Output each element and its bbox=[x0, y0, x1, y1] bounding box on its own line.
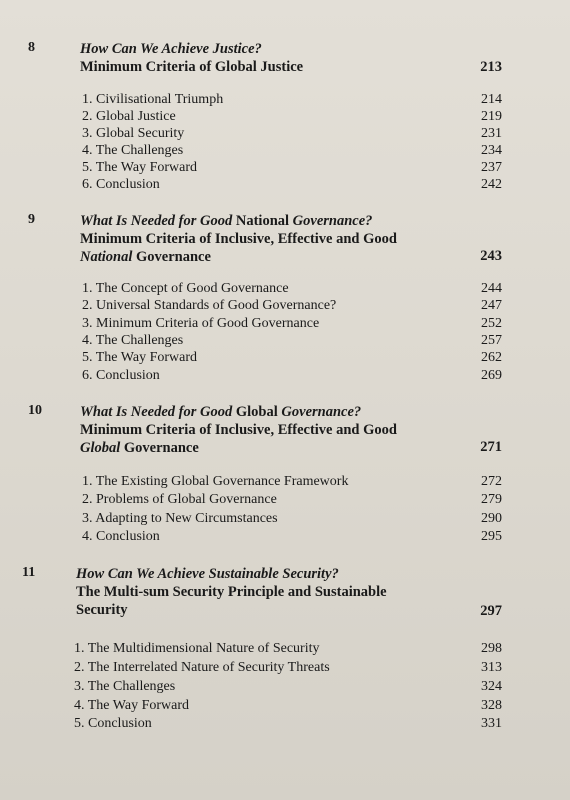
toc-entry[interactable] bbox=[74, 640, 502, 658]
toc-entry-title: 2. The Interrelated Nature of Security Threats bbox=[74, 660, 330, 675]
toc-entry-title: 2. Global Justice bbox=[82, 109, 176, 124]
toc-entry[interactable] bbox=[82, 297, 502, 315]
toc-entry-title: 4. Conclusion bbox=[82, 529, 160, 544]
chapter-heading bbox=[80, 403, 460, 457]
toc-entry-title: 1. The Concept of Good Governance bbox=[82, 281, 289, 296]
chapter-question: How Can We Achieve Justice? bbox=[80, 41, 262, 57]
toc-entry[interactable] bbox=[82, 176, 502, 194]
chapter-heading bbox=[80, 212, 460, 266]
chapter-subtitle: Minimum Criteria of Inclusive, Effective and Good bbox=[80, 422, 397, 438]
toc-entry[interactable] bbox=[82, 142, 502, 160]
toc-entry-title: 4. The Challenges bbox=[82, 333, 184, 348]
chapter-subtitle: The Multi-sum Security Principle and Sustainable bbox=[76, 584, 387, 600]
toc-entry[interactable] bbox=[82, 332, 502, 350]
chapter-number: 11 bbox=[22, 565, 36, 580]
toc-entry-page: 269 bbox=[481, 368, 502, 383]
toc-entry[interactable] bbox=[74, 697, 502, 715]
chapter-heading bbox=[76, 565, 456, 619]
toc-entry-page: 244 bbox=[481, 281, 502, 296]
toc-entry-page: 234 bbox=[481, 143, 502, 158]
toc-entry-title: 6. Conclusion bbox=[82, 368, 160, 383]
chapter-page: 243 bbox=[480, 248, 502, 264]
chapter-heading bbox=[80, 40, 460, 76]
toc-entry-page: 252 bbox=[481, 316, 502, 331]
toc-entry-page: 331 bbox=[481, 716, 502, 731]
toc-entry-title: 6. Conclusion bbox=[82, 177, 160, 192]
toc-entry-page: 290 bbox=[481, 511, 502, 526]
toc-entry-title: 4. The Challenges bbox=[82, 143, 184, 158]
chapter-number: 9 bbox=[28, 212, 35, 227]
chapter-number: 8 bbox=[28, 40, 35, 55]
toc-entry-page: 247 bbox=[481, 298, 502, 313]
toc-entry[interactable] bbox=[82, 108, 502, 126]
toc-entry[interactable] bbox=[82, 280, 502, 298]
toc-entry-title: 4. The Way Forward bbox=[74, 698, 190, 713]
toc-entry-page: 324 bbox=[481, 679, 502, 694]
toc-entry-page: 262 bbox=[481, 350, 502, 365]
chapter-number: 10 bbox=[28, 403, 42, 418]
chapter-question: How Can We Achieve Sustainable Security? bbox=[76, 566, 339, 582]
toc-entry-page: 257 bbox=[481, 333, 502, 348]
toc-entry-title: 1. The Existing Global Governance Framework bbox=[82, 474, 349, 489]
toc-entry-page: 219 bbox=[481, 109, 502, 124]
toc-entry[interactable] bbox=[82, 367, 502, 385]
chapter-subtitle-line2: Security bbox=[76, 602, 128, 618]
toc-entry-title: 1. Civilisational Triumph bbox=[82, 92, 224, 107]
chapter-page: 297 bbox=[480, 603, 502, 619]
toc-entry-page: 231 bbox=[481, 126, 502, 141]
chapter-page: 213 bbox=[480, 59, 502, 75]
toc-entry-page: 242 bbox=[481, 177, 502, 192]
chapter-subtitle: Minimum Criteria of Inclusive, Effective and Good bbox=[80, 231, 397, 247]
toc-entry[interactable] bbox=[82, 91, 502, 109]
toc-entry-title: 5. Conclusion bbox=[74, 716, 152, 731]
toc-entry[interactable] bbox=[74, 715, 502, 733]
toc-entry[interactable] bbox=[74, 659, 502, 677]
chapter-subtitle-line2: Global Governance bbox=[80, 440, 199, 456]
toc-entry[interactable] bbox=[82, 315, 502, 333]
toc-entry[interactable] bbox=[74, 678, 502, 696]
toc-entry-page: 298 bbox=[481, 641, 502, 656]
toc-entry-title: 5. The Way Forward bbox=[82, 350, 198, 365]
toc-entry-page: 295 bbox=[481, 529, 502, 544]
chapter-subtitle-line2: National Governance bbox=[80, 249, 211, 265]
chapter-question: What Is Needed for Good National Governance? bbox=[80, 213, 373, 229]
toc-entry-title: 3. The Challenges bbox=[74, 679, 176, 694]
toc-entry-page: 272 bbox=[481, 474, 502, 489]
toc-entry[interactable] bbox=[82, 510, 502, 528]
toc-entry[interactable] bbox=[82, 491, 502, 509]
toc-entry-title: 3. Minimum Criteria of Good Governance bbox=[82, 316, 320, 331]
chapter-subtitle: Minimum Criteria of Global Justice bbox=[80, 59, 304, 75]
toc-entry-page: 279 bbox=[481, 492, 502, 507]
chapter-page: 271 bbox=[480, 439, 502, 455]
toc-entry-page: 328 bbox=[481, 698, 502, 713]
toc-entry-title: 1. The Multidimensional Nature of Security bbox=[74, 641, 320, 656]
toc-entry-title: 3. Global Security bbox=[82, 126, 185, 141]
toc-entry-title: 3. Adapting to New Circumstances bbox=[82, 511, 278, 526]
toc-entry-title: 2. Problems of Global Governance bbox=[82, 492, 277, 507]
toc-entry-title: 5. The Way Forward bbox=[82, 160, 198, 175]
toc-entry-title: 2. Universal Standards of Good Governance? bbox=[82, 298, 337, 313]
toc-entry-page: 237 bbox=[481, 160, 502, 175]
toc-entry[interactable] bbox=[82, 473, 502, 491]
toc-entry[interactable] bbox=[82, 528, 502, 546]
toc-entry[interactable] bbox=[82, 349, 502, 367]
toc-entry-page: 313 bbox=[481, 660, 502, 675]
toc-entry[interactable] bbox=[82, 125, 502, 143]
chapter-question: What Is Needed for Good Global Governance? bbox=[80, 404, 362, 420]
toc-entry-page: 214 bbox=[481, 92, 502, 107]
toc-entry[interactable] bbox=[82, 159, 502, 177]
